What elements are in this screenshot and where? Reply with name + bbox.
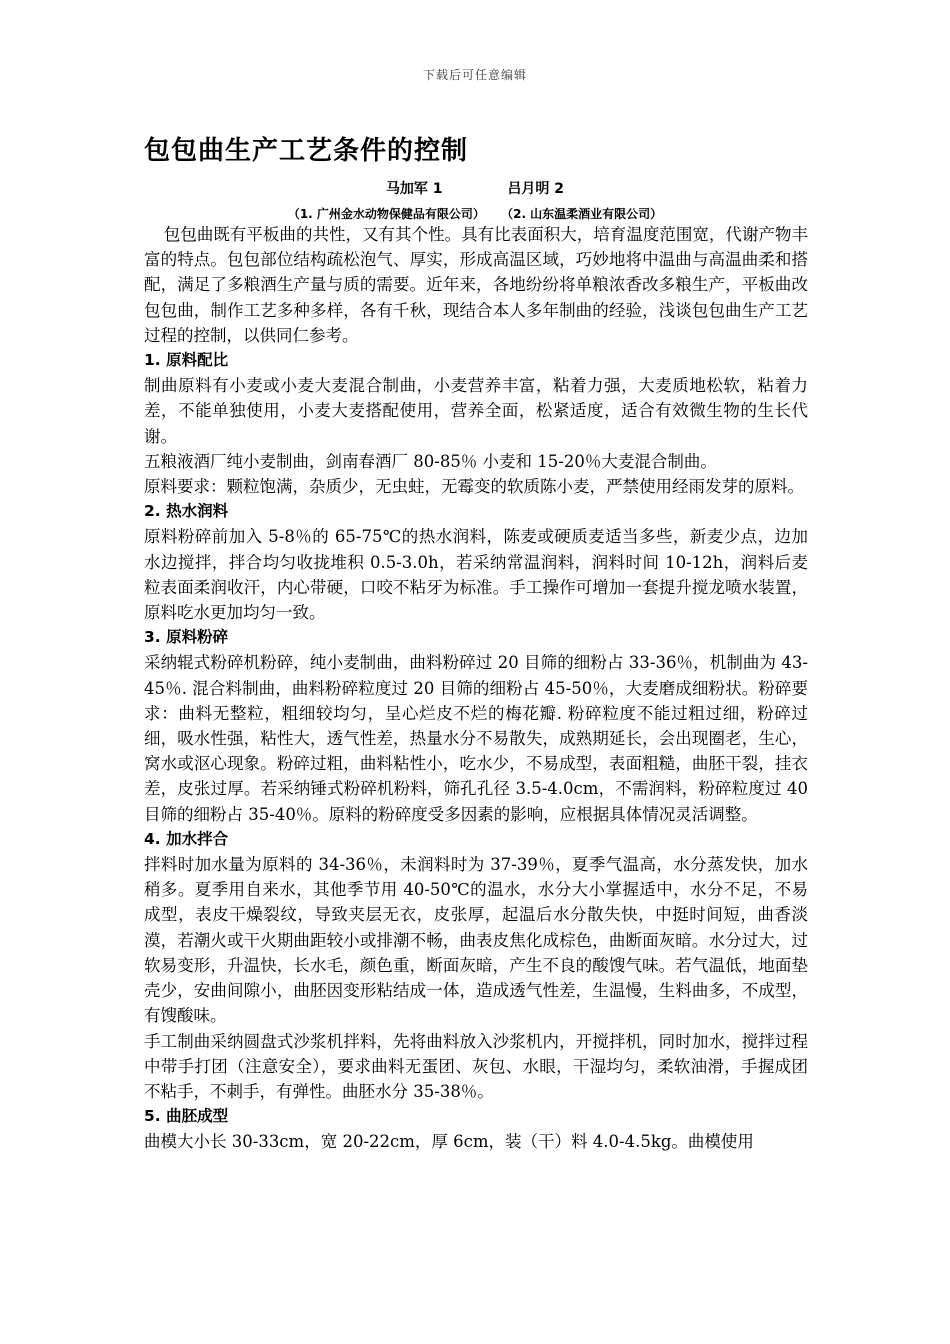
section-1-paragraph-3: 原料要求：颗粒饱满，杂质少，无虫蛀，无霉变的软质陈小麦，严禁使用经雨发芽的原料。 [144, 477, 804, 497]
section-heading-4: 4. 加水拌合 [144, 829, 229, 848]
affiliation-2: （2. 山东温柔酒业有限公司） [501, 207, 663, 221]
section-heading-2: 2. 热水润料 [144, 502, 229, 521]
section-1-paragraph-1: 制曲原料有小麦或小麦大麦混合制曲，小麦营养丰富，粘着力强，大麦质地松软，粘着力差，不能单独使用，小麦大麦搭配使用，营养全面，松紧适度，适合有效微生物的生长代谢。 [144, 376, 808, 446]
section-heading-5: 5. 曲胚成型 [144, 1107, 229, 1126]
author-2: 吕月明 2 [507, 181, 565, 197]
article-body [144, 222, 808, 1155]
section-4-paragraph-1: 拌料时加水量为原料的 34-36％，未润料时为 37-39％，夏季气温高，水分蒸发快，加水稍多。夏季用自来水，其他季节用 40-50℃的温水，水分大小掌握适中，水分不足，不易成型，表皮干燥裂纹，导致夹层无衣，皮张厚，起温后水分散失快，中挺时间短，曲香淡漠，若潮火或干火期曲距较小或排潮不畅，曲表皮焦化成棕色，曲断面灰暗。水分过大，过软易变形，升温快，长水毛，颜色重，断面灰暗，产生不良的酸馊气味。若气温低，地面垫壳少，安曲间隙小，曲胚因变形粘结成一体，造成透气性差，生温慢，生料曲多，不成型，有馊酸味。 [144, 855, 808, 1026]
page-title: 包包曲生产工艺条件的控制 [144, 136, 469, 166]
section-4-paragraph-2: 手工制曲采纳圆盘式沙浆机拌料，先将曲料放入沙浆机内，开搅拌机，同时加水，搅拌过程中带手打团（注意安全），要求曲料无蛋团、灰包、水眼，干湿均匀，柔软油滑，手握成团不粘手，不刺手，有弹性。曲胚水分 35-38％。 [144, 1031, 808, 1101]
intro-paragraph: 包包曲既有平板曲的共性，又有其个性。具有比表面积大，培育温度范围宽，代谢产物丰富的特点。包包部位结构疏松泡气、厚实，形成高温区域，巧妙地将中温曲与高温曲柔和搭配，满足了多粮酒生产量与质的需要。近年来，各地纷纷将单粮浓香改多粮生产，平板曲改包包曲，制作工艺多种多样，各有千秋，现结合本人多年制曲的经验，浅谈包包曲生产工艺过程的控制，以供同仁参考。 [144, 225, 808, 345]
section-heading-1: 1. 原料配比 [144, 351, 229, 370]
author-line [0, 178, 950, 198]
section-5-paragraph-1: 曲模大小长 30-33cm，宽 20-22cm，厚 6cm，装（干）料 4.0-4.5kg。曲模使用 [144, 1132, 754, 1152]
header-note: 下载后可任意编辑 [422, 68, 527, 82]
affiliation-1: （1. 广州金水动物保健品有限公司） [287, 207, 485, 221]
section-1-paragraph-2: 五粮液酒厂纯小麦制曲，剑南春酒厂 80-85％ 小麦和 15-20％大麦混合制曲。 [144, 451, 717, 471]
section-heading-3: 3. 原料粉碎 [144, 628, 229, 647]
author-1: 马加军 1 [385, 181, 443, 197]
section-2-paragraph-1: 原料粉碎前加入 5-8％的 65-75℃的热水润料，陈麦或硬质麦适当多些，新麦少点，边加水边搅拌，拌合均匀收拢堆积 0.5-3.0h，若采纳常温润料，润料时间 10-12h，润料后麦粒表面柔润收汗，内心带硬，口咬不粘牙为标准。手工操作可增加一套提升搅龙喷水装置，原料吃水更加均匀一致。 [144, 527, 808, 623]
section-3-paragraph-1: 采纳辊式粉碎机粉碎，纯小麦制曲，曲料粉碎过 20 目筛的细粉占 33-36％，机制曲为 43-45％. 混合料制曲，曲料粉碎粒度过 20 目筛的细粉占 45-50％，大麦磨成细粉状。粉碎要求：曲料无整粒，粗细较均匀，呈心烂皮不烂的梅花瓣. 粉碎粒度不能过粗过细，粉碎过细，吸水性强，粘性大，透气性差，热量水分不易散失，成熟期延长，会出现圈老，生心，窝水或沤心现象。粉碎过粗，曲料粘性小，吃水少，不易成型，表面粗糙，曲胚干裂，挂衣差，皮张过厚。若采纳锤式粉碎机粉料，筛孔孔径 3.5-4.0cm，不需润料，粉碎粒度过 40 目筛的细粉占 35-40％。原料的粉碎度受多因素的影响，应根据具体情况灵活调整。 [144, 653, 808, 824]
affiliation-line [0, 205, 950, 222]
